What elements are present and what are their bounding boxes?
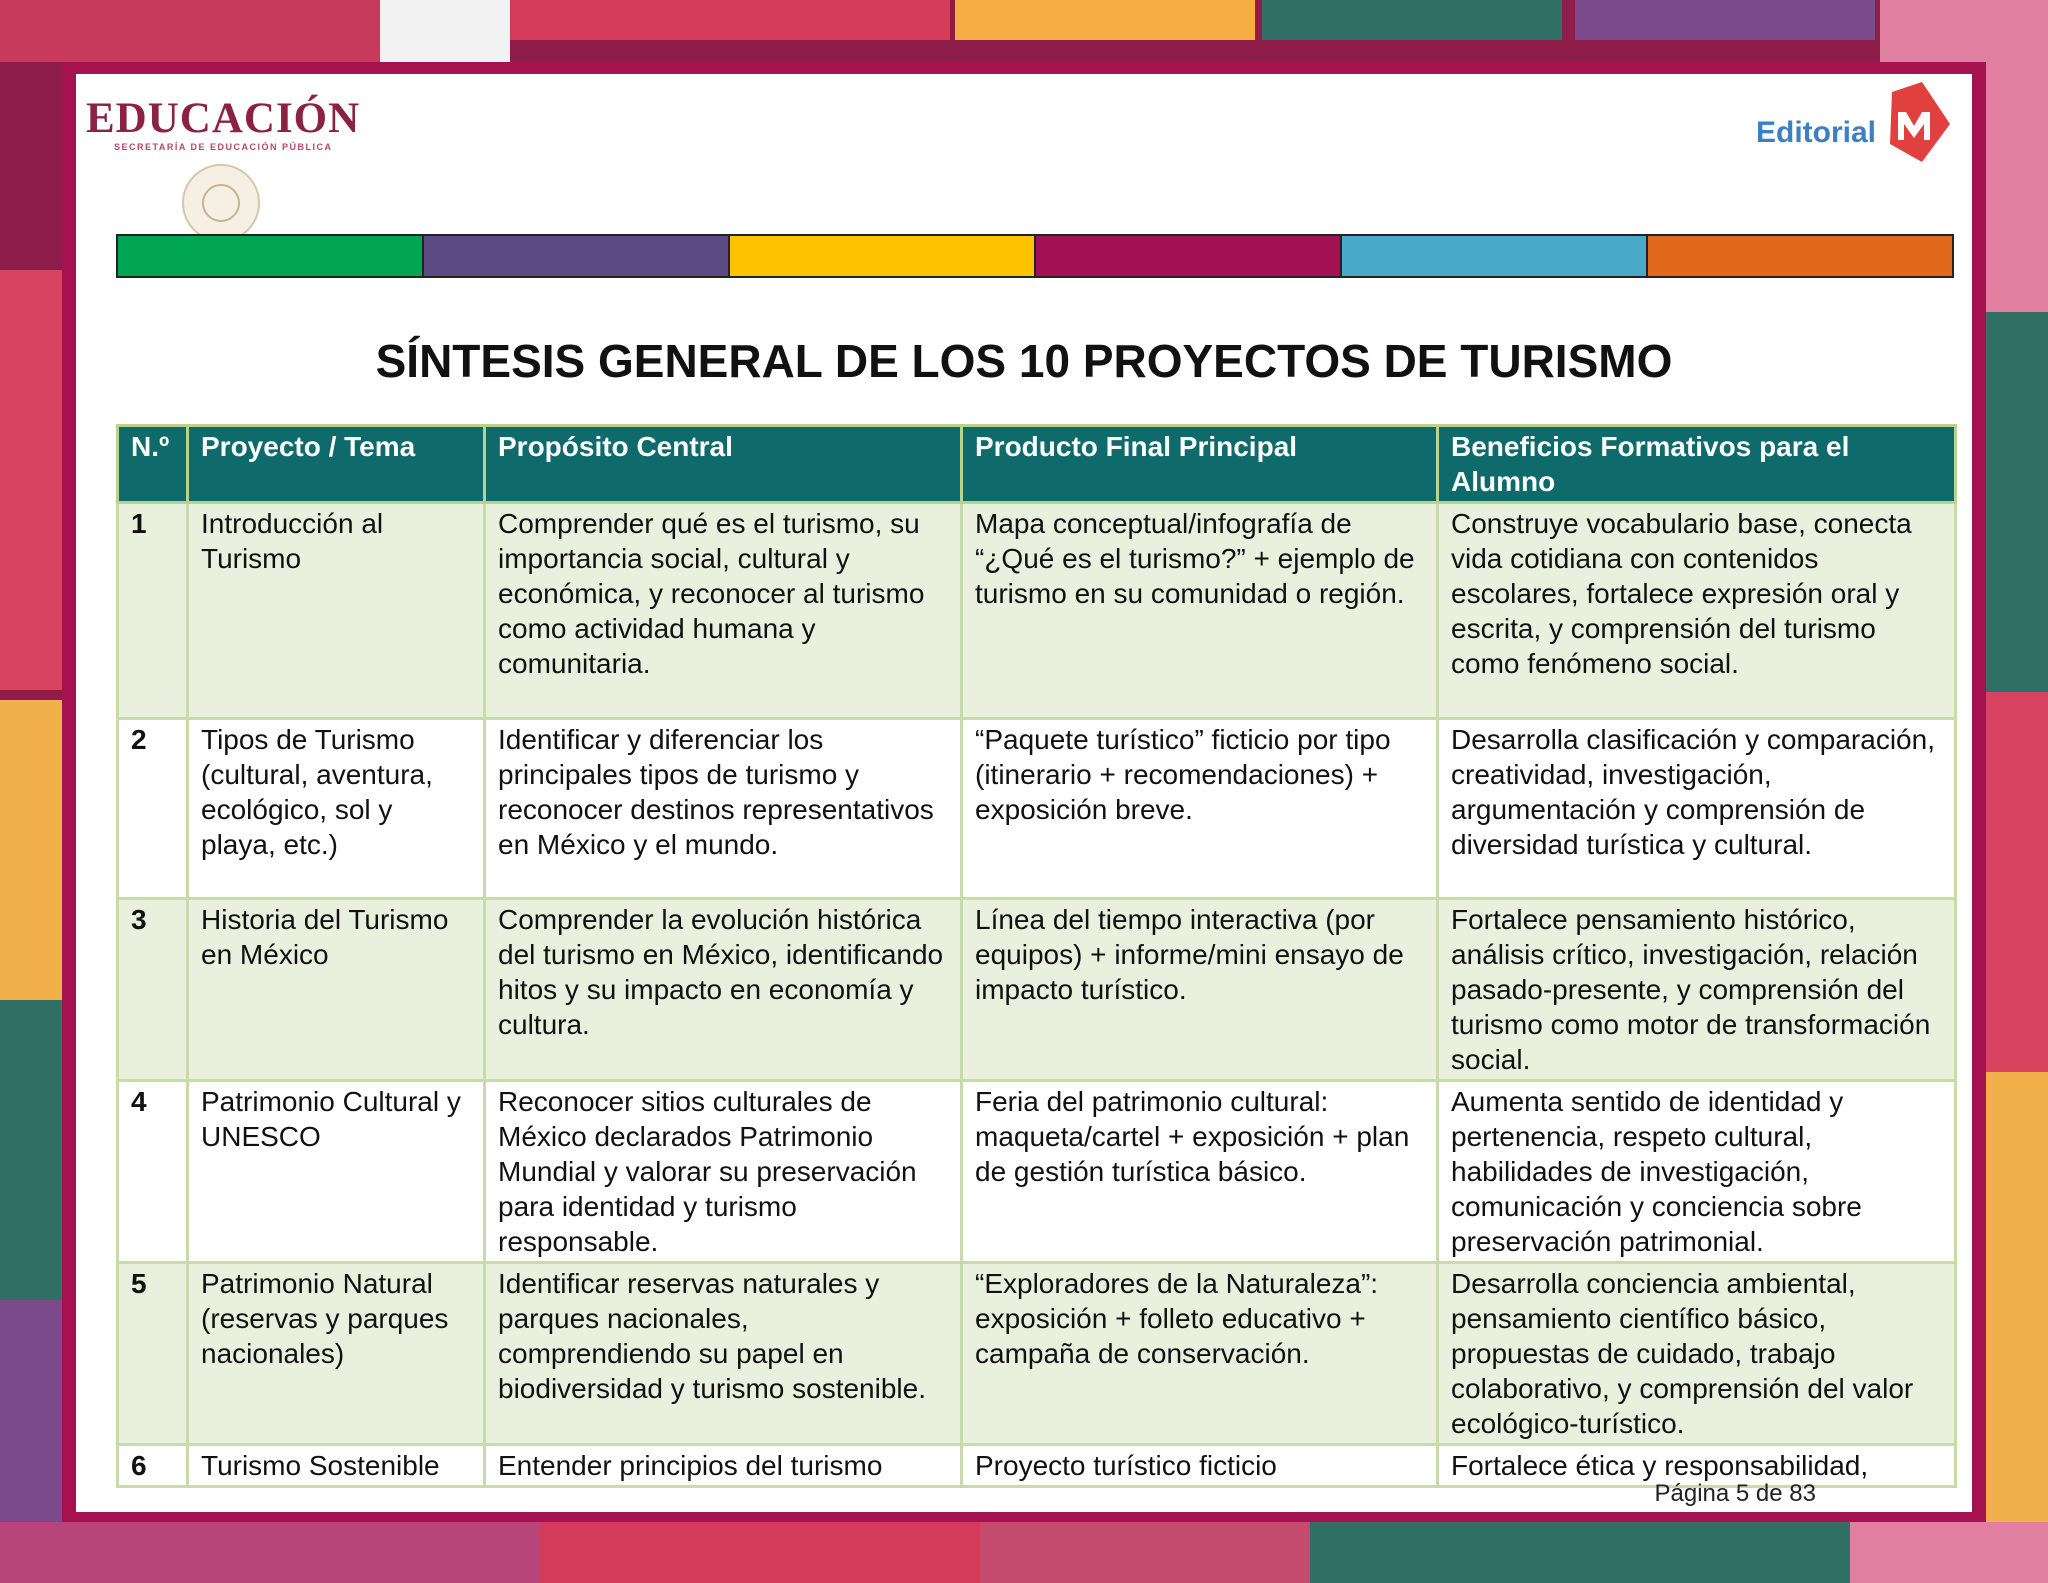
cell-benefits: Fortalece ética y responsabilidad, — [1438, 1445, 1956, 1487]
color-bar-segment — [1648, 236, 1952, 276]
cell-product: Proyecto turístico ficticio — [962, 1445, 1438, 1487]
cell-purpose: Identificar y diferenciar los principales tipos de turismo y reconocer destinos representativos en México y el mundo. — [485, 719, 962, 899]
table-row — [118, 1263, 1956, 1445]
color-bar-segment — [118, 236, 424, 276]
cell-purpose: Identificar reservas naturales y parques nacionales, comprendiendo su papel en biodiversidad y turismo sostenible. — [485, 1263, 962, 1445]
editorial-md-logo — [1756, 80, 1956, 170]
cell-number: 6 — [118, 1445, 188, 1487]
color-bar-segment — [424, 236, 730, 276]
color-bar-segment — [1036, 236, 1342, 276]
header-product: Producto Final Principal — [962, 426, 1438, 503]
cell-product: “Exploradores de la Naturaleza”: exposición + folleto educativo + campaña de conservación. — [962, 1263, 1438, 1445]
cell-purpose: Entender principios del turismo — [485, 1445, 962, 1487]
cell-benefits: Fortalece pensamiento histórico, análisis crítico, investigación, relación pasado-presente, y comprensión del turismo como motor de transformación social. — [1438, 899, 1956, 1081]
cell-number: 1 — [118, 503, 188, 719]
cell-number: 2 — [118, 719, 188, 899]
cell-benefits: Aumenta sentido de identidad y pertenencia, respeto cultural, habilidades de investigación, comunicación y conciencia sobre preservación patrimonial. — [1438, 1081, 1956, 1263]
national-seal-icon — [182, 164, 260, 242]
color-bar-segment — [1342, 236, 1648, 276]
cell-number: 5 — [118, 1263, 188, 1445]
header-number: N.º — [118, 426, 188, 503]
cell-product: Mapa conceptual/infografía de “¿Qué es el turismo?” + ejemplo de turismo en su comunidad o región. — [962, 503, 1438, 719]
header-project: Proyecto / Tema — [188, 426, 485, 503]
cell-project: Patrimonio Cultural y UNESCO — [188, 1081, 485, 1263]
color-bar-segment — [730, 236, 1036, 276]
table-row — [118, 1081, 1956, 1263]
educacion-logo-subtitle: SECRETARÍA DE EDUCACIÓN PÚBLICA — [114, 142, 333, 152]
editorial-logo-word: Editorial — [1756, 116, 1877, 149]
md-logo-icon — [1884, 82, 1954, 164]
page-title: SÍNTESIS GENERAL DE LOS 10 PROYECTOS DE TURISMO — [375, 335, 1673, 387]
page-number: Página 5 de 83 — [1654, 1480, 1816, 1507]
cell-number: 4 — [118, 1081, 188, 1263]
cell-project: Historia del Turismo en México — [188, 899, 485, 1081]
cell-project: Introducción al Turismo — [188, 503, 485, 719]
educacion-logo: EDUCACIÓN — [86, 95, 361, 142]
cell-benefits: Construye vocabulario base, conecta vida cotidiana con contenidos escolares, fortalece expresión oral y escrita, y comprensión del turismo como fenómeno social. — [1438, 503, 1956, 719]
cell-project: Patrimonio Natural (reservas y parques nacionales) — [188, 1263, 485, 1445]
table-row — [118, 503, 1956, 719]
cell-purpose: Reconocer sitios culturales de México declarados Patrimonio Mundial y valorar su preservación para identidad y turismo responsable. — [485, 1081, 962, 1263]
color-bar — [116, 234, 1954, 278]
cell-project: Turismo Sostenible — [188, 1445, 485, 1487]
cell-number: 3 — [118, 899, 188, 1081]
table-header-row — [118, 426, 1956, 503]
cell-product: Feria del patrimonio cultural: maqueta/cartel + exposición + plan de gestión turística básico. — [962, 1081, 1438, 1263]
table-row — [118, 719, 1956, 899]
cell-product: Línea del tiempo interactiva (por equipos) + informe/mini ensayo de impacto turístico. — [962, 899, 1438, 1081]
header-benefits: Beneficios Formativos para el Alumno — [1438, 426, 1956, 503]
cell-benefits: Desarrolla conciencia ambiental, pensamiento científico básico, propuestas de cuidado, trabajo colaborativo, y comprensión del valor ecológico-turístico. — [1438, 1263, 1956, 1445]
cell-purpose: Comprender la evolución histórica del turismo en México, identificando hitos y su impacto en economía y cultura. — [485, 899, 962, 1081]
cell-benefits: Desarrolla clasificación y comparación, creatividad, investigación, argumentación y comprensión de diversidad turística y cultural. — [1438, 719, 1956, 899]
projects-table — [116, 424, 1957, 1488]
cell-product: “Paquete turístico” ficticio por tipo (itinerario + recomendaciones) + exposición breve. — [962, 719, 1438, 899]
header-purpose: Propósito Central — [485, 426, 962, 503]
cell-project: Tipos de Turismo (cultural, aventura, ecológico, sol y playa, etc.) — [188, 719, 485, 899]
table-row — [118, 899, 1956, 1081]
document-page — [76, 74, 1972, 1512]
cell-purpose: Comprender qué es el turismo, su importancia social, cultural y económica, y reconocer al turismo como actividad humana y comunitaria. — [485, 503, 962, 719]
